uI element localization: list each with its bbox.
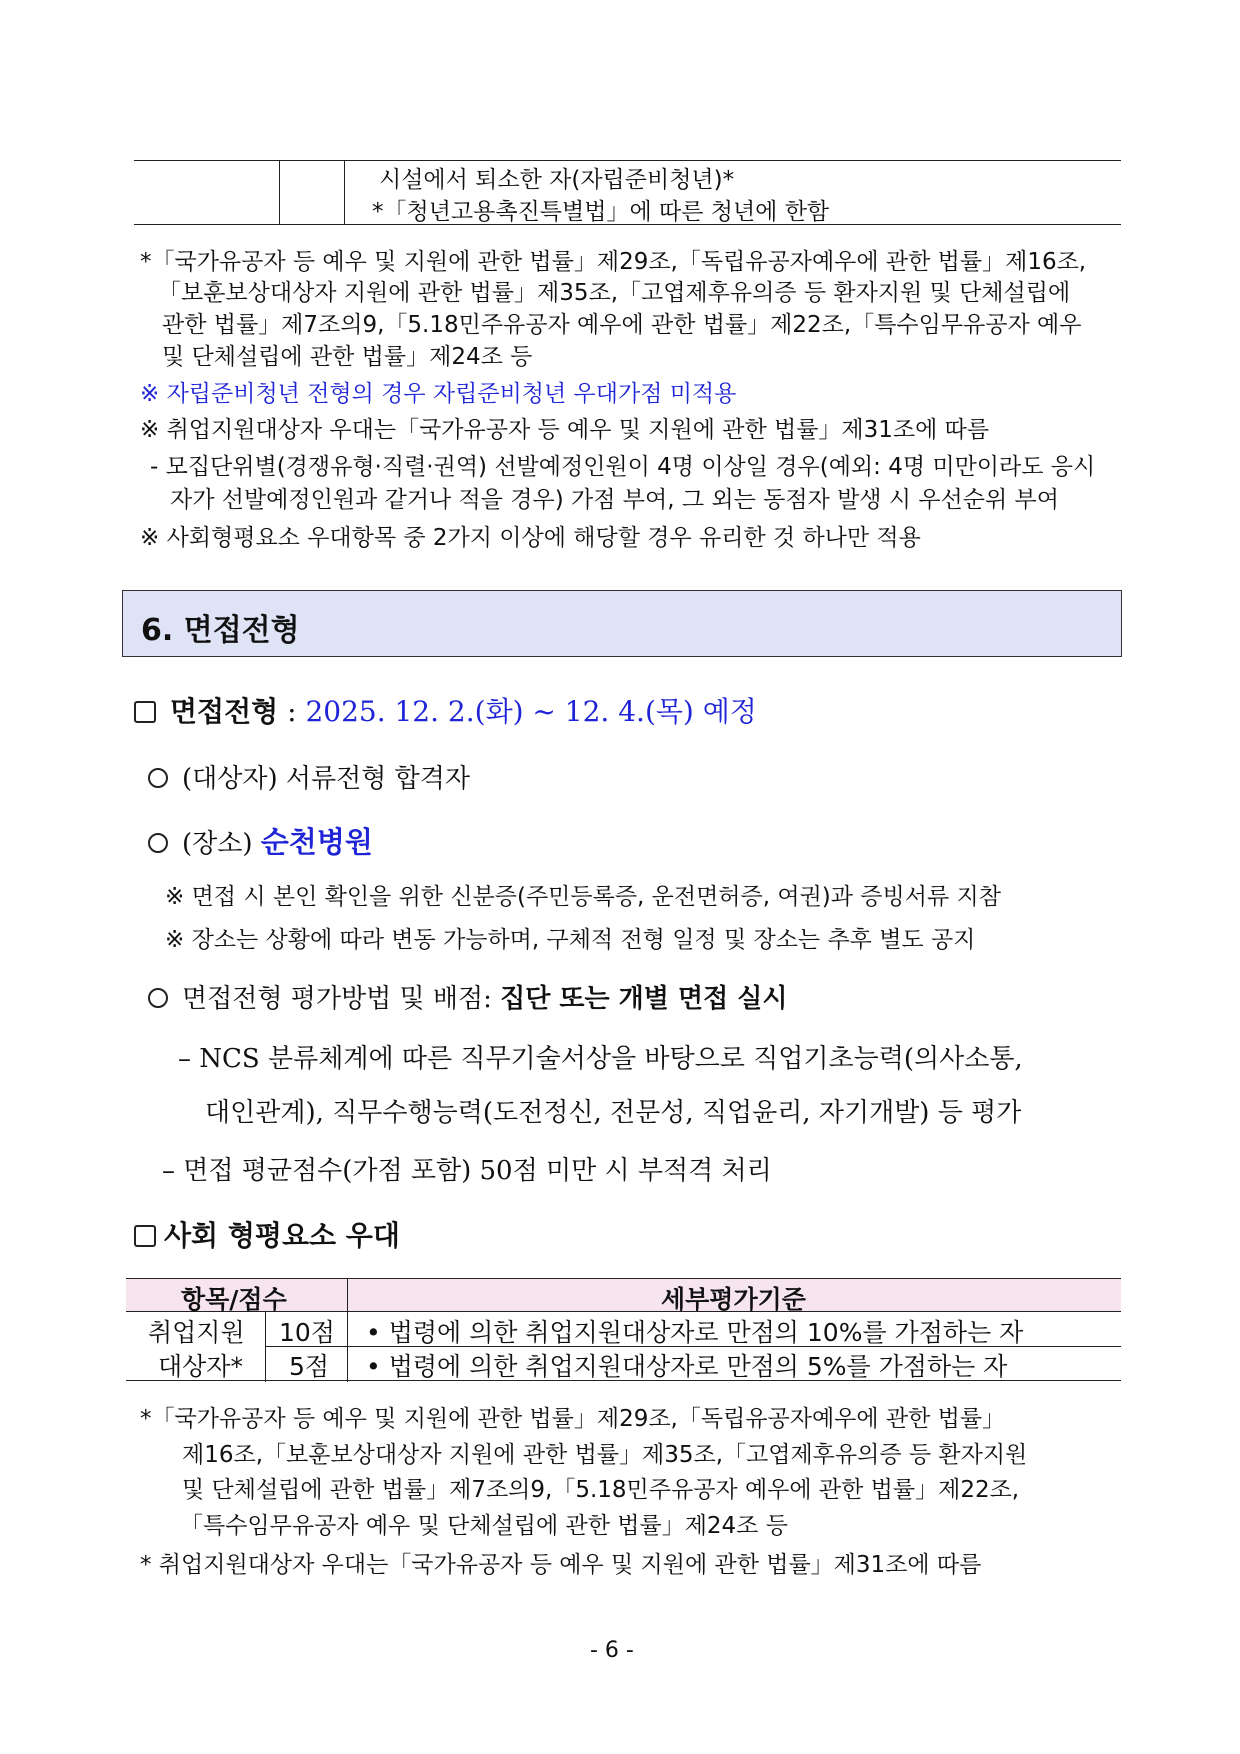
place-item: [148, 820, 373, 861]
section-header: [122, 590, 1122, 657]
id-note: ※ 면접 시 본인 확인을 위한 신분증(주민등록증, 운전면허증, 여권)과 증빙서류 지참: [165, 884, 1001, 910]
table-divider: [265, 1312, 266, 1382]
law-note-line: *「국가유공자 등 예우 및 지원에 관한 법률」제29조,「독립유공자예우에 관한 법률」제16조,: [140, 249, 1087, 275]
law-note-line: 및 단체설립에 관한 법률」제24조 등: [162, 344, 533, 370]
social-table: [126, 1278, 1121, 1381]
score-cell: 5점: [289, 1352, 330, 1381]
table-divider: [347, 1312, 348, 1382]
colon: :: [278, 695, 306, 728]
fail-line: – 면접 평균점수(가점 포함) 50점 미만 시 부적격 처리: [162, 1156, 772, 1186]
interview-schedule: [134, 690, 757, 730]
category-line: 대상자*: [158, 1352, 243, 1381]
place-value: 순천병원: [260, 825, 373, 859]
table-divider: [347, 1279, 348, 1312]
page-number: - 6 -: [590, 1638, 634, 1663]
law-note-line: *「국가유공자 등 예우 및 지원에 관한 법률」제29조,「독립유공자예우에 관한 법률」: [140, 1406, 1006, 1432]
note-line: ※ 사회형평요소 우대항목 중 2가지 이상에 해당할 경우 유리한 것 하나만 적용: [140, 525, 921, 551]
target-text: (대상자) 서류전형 합격자: [182, 764, 470, 794]
place-label: (장소): [182, 829, 261, 859]
circle-bullet-icon: [148, 988, 168, 1008]
interview-date: 2025. 12. 2.(화) ~ 12. 4.(목) 예정: [305, 695, 757, 728]
category-line: 취업지원: [148, 1318, 245, 1347]
header-item: 항목/점수: [181, 1285, 287, 1314]
ncs-line: 대인관계), 직무수행능력(도전정신, 전문성, 직업윤리, 자기개발) 등 평가: [205, 1098, 1022, 1128]
dash-note-line: 자가 선발예정인원과 같거나 적을 경우) 가점 부여, 그 외는 동점자 발생 시 우선순위 부여: [170, 487, 1059, 513]
checkbox-square-icon: [134, 1225, 156, 1247]
law-note-line: 관한 법률」제7조의9,「5.18민주유공자 예우에 관한 법률」제22조,「특수임무유공자 예우: [162, 312, 1082, 338]
interview-label: 면접전형: [170, 695, 279, 728]
method-item: [148, 978, 787, 1015]
note-line: * 취업지원대상자 우대는「국가유공자 등 예우 및 지원에 관한 법률」제31조에 따름: [140, 1552, 982, 1578]
place-note: ※ 장소는 상황에 따라 변동 가능하며, 구체적 전형 일정 및 장소는 추후 별도 공지: [165, 927, 976, 953]
social-title-text: 사회 형평요소 우대: [164, 1219, 400, 1252]
circle-bullet-icon: [148, 833, 168, 853]
table-divider: [279, 161, 280, 224]
law-note-line: 「특수임무유공자 예우 및 단체설립에 관한 법률」제24조 등: [180, 1513, 788, 1539]
score-cell: 10점: [279, 1318, 335, 1347]
section-title: 6. 면접전형: [141, 613, 300, 648]
table-divider: [344, 161, 345, 224]
table-cell-line: 시설에서 퇴소한 자(자립준비청년)*: [379, 167, 735, 193]
method-label: 면접전형 평가방법 및 배점:: [182, 984, 501, 1014]
checkbox-square-icon: [134, 701, 156, 723]
note-line: ※ 취업지원대상자 우대는「국가유공자 등 예우 및 지원에 관한 법률」제31조에 따름: [140, 417, 990, 443]
ncs-line: – NCS 분류체계에 따른 직무기술서상을 바탕으로 직업기초능력(의사소통,: [178, 1044, 1023, 1074]
target-item: [148, 758, 470, 795]
criteria-cell: • 법령에 의한 취업지원대상자로 만점의 10%를 가점하는 자: [366, 1318, 1024, 1347]
blue-note: ※ 자립준비청년 전형의 경우 자립준비청년 우대가점 미적용: [140, 381, 737, 407]
law-note-line: 및 단체설립에 관한 법률」제7조의9,「5.18민주유공자 예우에 관한 법률」제22조,: [182, 1477, 1020, 1503]
social-title: [134, 1214, 400, 1254]
criteria-cell: • 법령에 의한 취업지원대상자로 만점의 5%를 가점하는 자: [366, 1352, 1008, 1381]
dash-note-line: - 모집단위별(경쟁유형·직렬·권역) 선발예정인원이 4명 이상일 경우(예외: 4명 미만이라도 응시: [150, 454, 1096, 480]
law-note-line: 제16조,「보훈보상대상자 지원에 관한 법률」제35조,「고엽제후유의증 등 환자지원: [182, 1442, 1028, 1468]
table-cell-line: *「청년고용촉진특별법」에 따른 청년에 한함: [372, 199, 830, 225]
law-note-line: 「보훈보상대상자 지원에 관한 법률」제35조,「고엽제후유의증 등 환자지원 및 단체설립에: [158, 280, 1071, 306]
header-criteria: 세부평가기준: [661, 1285, 806, 1314]
circle-bullet-icon: [148, 768, 168, 788]
method-value: 집단 또는 개별 면접 실시: [500, 984, 788, 1014]
top-table-fragment: [134, 160, 1121, 225]
